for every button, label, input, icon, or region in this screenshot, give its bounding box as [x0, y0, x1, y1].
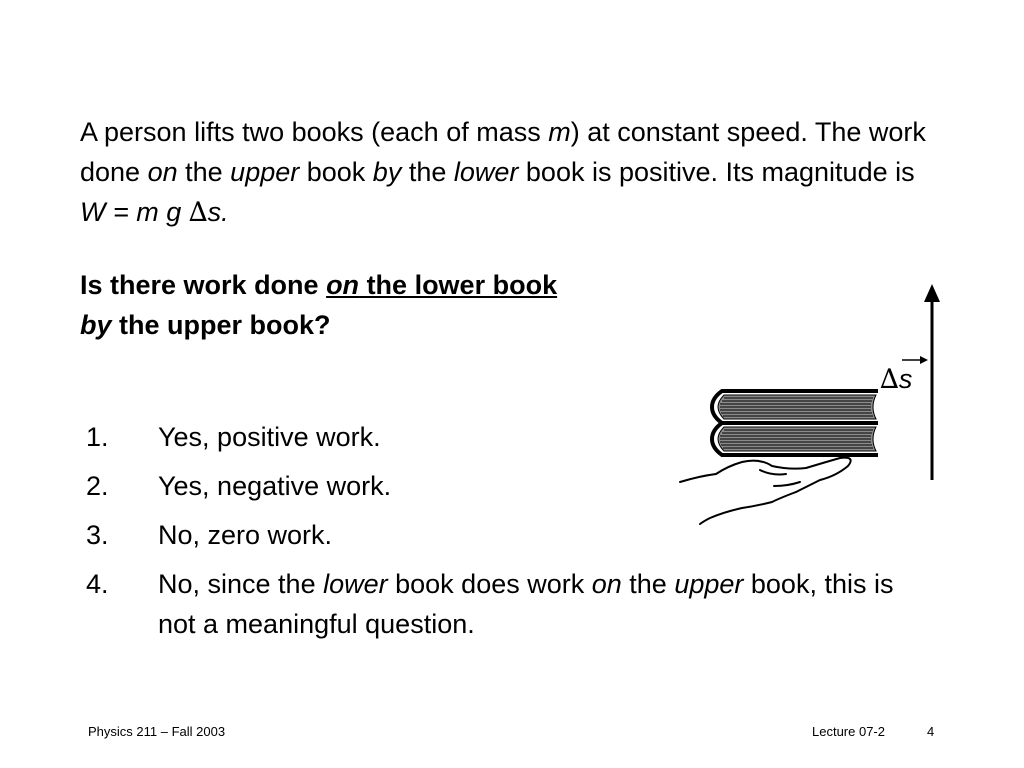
question-text: the upper book?: [111, 310, 331, 340]
footer-page-number: 4: [927, 724, 935, 739]
choice-number: 1.: [86, 422, 109, 452]
choice-number: 3.: [86, 520, 109, 550]
intro-text: the: [177, 157, 231, 187]
choice-number: 4.: [86, 569, 109, 599]
choice-text: Yes, positive work.: [158, 422, 381, 452]
choice-text: [158, 564, 918, 644]
question-emphasis: on: [326, 270, 360, 300]
hand-drawing: [680, 458, 851, 524]
delta-s-label: [880, 362, 912, 397]
intro-text: ) at constant speed. The work done: [80, 117, 926, 187]
choice-text-part: No, since the: [158, 569, 324, 599]
choice-text-part: book, this is not a meaningful question.: [158, 569, 894, 639]
intro-text: book is positive. Its magnitude is: [518, 157, 915, 187]
footer-course: Physics 211 – Fall 2003: [88, 724, 226, 739]
question: [80, 265, 720, 345]
intro-text: book: [299, 157, 373, 187]
intro-emphasis: on: [147, 157, 178, 187]
intro-emphasis: by: [372, 157, 402, 187]
choice-number: 2.: [86, 471, 109, 501]
mass-symbol: m: [548, 117, 571, 147]
intro-emphasis: lower: [453, 157, 519, 187]
choice-text: Yes, negative work.: [158, 471, 392, 501]
intro-emphasis: upper: [230, 157, 300, 187]
choice-text-part: book does work: [387, 569, 592, 599]
intro-paragraph: [80, 112, 940, 233]
lower-book: [712, 423, 878, 455]
choice-4[interactable]: [86, 564, 926, 644]
upper-book: [712, 391, 878, 423]
question-text: Is there work done: [80, 270, 327, 300]
work-formula: W = m g: [80, 197, 189, 227]
choice-text-part: the: [621, 569, 675, 599]
delta-symbol: ∆: [188, 197, 208, 228]
vector-arrowhead: [920, 356, 928, 364]
displacement-symbol: s: [898, 364, 913, 394]
choice-emphasis: on: [591, 569, 622, 599]
footer-lecture: Lecture 07-2: [812, 724, 885, 739]
choice-emphasis: lower: [323, 569, 388, 599]
books-illustration: [670, 280, 960, 530]
intro-text: A person lifts two books (each of mass: [80, 117, 549, 147]
question-emphasis: by: [80, 310, 112, 340]
choice-emphasis: upper: [674, 569, 744, 599]
intro-text: the: [401, 157, 454, 187]
work-formula-end: s.: [207, 197, 229, 227]
question-text: the lower book: [359, 270, 558, 300]
choice-text: No, zero work.: [158, 520, 333, 550]
displacement-arrowhead: [924, 284, 940, 302]
delta-symbol: ∆: [880, 364, 899, 395]
